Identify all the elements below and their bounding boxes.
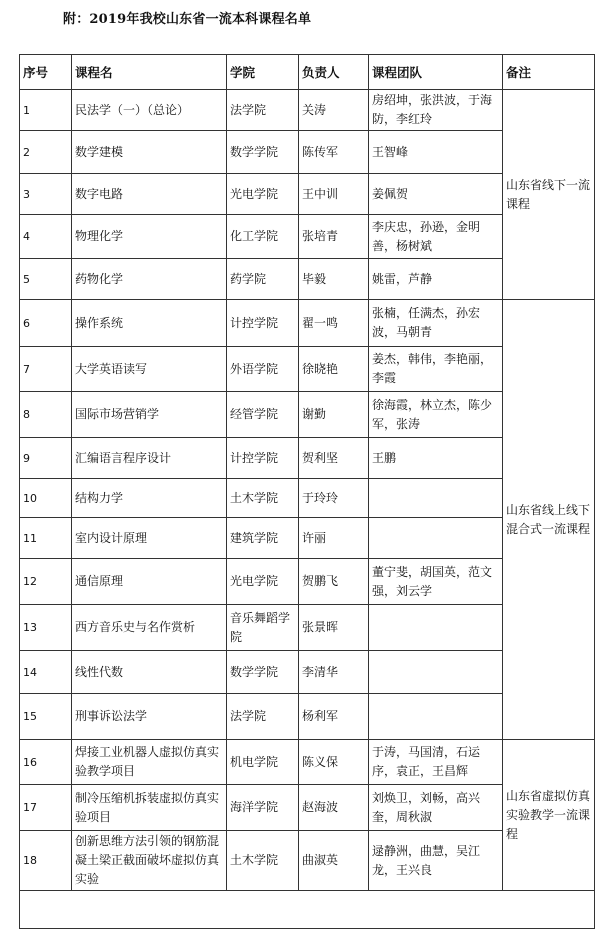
lead-name: 杨利军 [299, 694, 369, 740]
course-name: 结构力学 [72, 479, 227, 518]
course-name: 药物化学 [72, 259, 227, 300]
course-name: 数学建模 [72, 131, 227, 174]
table-header-row [20, 55, 595, 90]
team-members [369, 651, 503, 694]
team-members: 董宁斐，胡国英，范文强，刘云学 [369, 559, 503, 605]
lead-name: 翟一鸣 [299, 300, 369, 347]
row-number: 15 [20, 694, 72, 740]
team-members: 李庆忠，孙逊，金明善，杨树斌 [369, 215, 503, 259]
course-name: 刑事诉讼法学 [72, 694, 227, 740]
lead-name: 徐晓艳 [299, 347, 369, 392]
row-number: 13 [20, 605, 72, 651]
row-number: 8 [20, 392, 72, 438]
row-number: 7 [20, 347, 72, 392]
course-name: 通信原理 [72, 559, 227, 605]
note-cell: 山东省线下一流课程 [503, 90, 595, 300]
course-name: 民法学（一）（总论） [72, 90, 227, 131]
team-members: 姜杰，韩伟，李艳丽，李霞 [369, 347, 503, 392]
table-row-empty [20, 891, 595, 929]
note-cell: 山东省虚拟仿真实验教学一流课程 [503, 740, 595, 891]
row-number: 1 [20, 90, 72, 131]
college-name: 光电学院 [227, 174, 299, 215]
row-number: 9 [20, 438, 72, 479]
row-number: 3 [20, 174, 72, 215]
team-members: 于涛，马国清，石运序，袁正，王昌辉 [369, 740, 503, 785]
lead-name: 许丽 [299, 518, 369, 559]
course-name: 汇编语言程序设计 [72, 438, 227, 479]
course-name: 操作系统 [72, 300, 227, 347]
college-name: 机电学院 [227, 740, 299, 785]
college-name: 法学院 [227, 90, 299, 131]
note-cell: 山东省线上线下混合式一流课程 [503, 300, 595, 740]
header-number: 序号 [20, 55, 72, 90]
row-number: 10 [20, 479, 72, 518]
lead-name: 贺利坚 [299, 438, 369, 479]
course-name: 焊接工业机器人虚拟仿真实验教学项目 [72, 740, 227, 785]
lead-name: 赵海波 [299, 785, 369, 831]
empty-cell [20, 891, 595, 929]
lead-name: 陈传军 [299, 131, 369, 174]
team-members: 王鹏 [369, 438, 503, 479]
college-name: 计控学院 [227, 300, 299, 347]
team-members [369, 605, 503, 651]
course-name: 数字电路 [72, 174, 227, 215]
table-row [20, 90, 595, 131]
college-name: 化工学院 [227, 215, 299, 259]
row-number: 6 [20, 300, 72, 347]
team-members: 刘焕卫，刘畅，高兴奎，周秋淑 [369, 785, 503, 831]
college-name: 海洋学院 [227, 785, 299, 831]
team-members: 王智峰 [369, 131, 503, 174]
college-name: 音乐舞蹈学院 [227, 605, 299, 651]
row-number: 2 [20, 131, 72, 174]
team-members [369, 518, 503, 559]
row-number: 11 [20, 518, 72, 559]
row-number: 16 [20, 740, 72, 785]
lead-name: 谢勤 [299, 392, 369, 438]
course-name: 大学英语读写 [72, 347, 227, 392]
lead-name: 贺鹏飞 [299, 559, 369, 605]
team-members: 姚雷，芦静 [369, 259, 503, 300]
college-name: 法学院 [227, 694, 299, 740]
lead-name: 关涛 [299, 90, 369, 131]
header-course: 课程名 [72, 55, 227, 90]
course-name: 物理化学 [72, 215, 227, 259]
table-row [20, 740, 595, 785]
course-name: 国际市场营销学 [72, 392, 227, 438]
course-name: 室内设计原理 [72, 518, 227, 559]
college-name: 外语学院 [227, 347, 299, 392]
lead-name: 毕毅 [299, 259, 369, 300]
row-number: 4 [20, 215, 72, 259]
college-name: 光电学院 [227, 559, 299, 605]
college-name: 土木学院 [227, 479, 299, 518]
header-note: 备注 [503, 55, 595, 90]
page-title: 附：2019年我校山东省一流本科课程名单 [63, 12, 312, 27]
team-members [369, 694, 503, 740]
team-members: 徐海霞，林立杰，陈少军，张涛 [369, 392, 503, 438]
course-name: 线性代数 [72, 651, 227, 694]
header-lead: 负责人 [299, 55, 369, 90]
lead-name: 张景晖 [299, 605, 369, 651]
header-college: 学院 [227, 55, 299, 90]
college-name: 经管学院 [227, 392, 299, 438]
college-name: 土木学院 [227, 831, 299, 891]
row-number: 12 [20, 559, 72, 605]
team-members [369, 479, 503, 518]
team-members: 姜佩贺 [369, 174, 503, 215]
team-members: 房绍坤，张洪波，于海防，李红玲 [369, 90, 503, 131]
college-name: 药学院 [227, 259, 299, 300]
college-name: 建筑学院 [227, 518, 299, 559]
row-number: 14 [20, 651, 72, 694]
row-number: 17 [20, 785, 72, 831]
team-members: 逯静洲，曲慧，吴江龙，王兴良 [369, 831, 503, 891]
lead-name: 张培青 [299, 215, 369, 259]
lead-name: 李清华 [299, 651, 369, 694]
course-name: 制冷压缩机拆装虚拟仿真实验项目 [72, 785, 227, 831]
header-team: 课程团队 [369, 55, 503, 90]
lead-name: 曲淑英 [299, 831, 369, 891]
table-row [20, 300, 595, 347]
team-members: 张楠，任满杰，孙宏波，马朝青 [369, 300, 503, 347]
course-name: 西方音乐史与名作赏析 [72, 605, 227, 651]
lead-name: 王中训 [299, 174, 369, 215]
lead-name: 于玲玲 [299, 479, 369, 518]
row-number: 18 [20, 831, 72, 891]
college-name: 计控学院 [227, 438, 299, 479]
college-name: 数学学院 [227, 131, 299, 174]
lead-name: 陈义保 [299, 740, 369, 785]
college-name: 数学学院 [227, 651, 299, 694]
row-number: 5 [20, 259, 72, 300]
course-table [19, 54, 595, 929]
course-name: 创新思维方法引领的钢筋混凝土梁正截面破坏虚拟仿真实验 [72, 831, 227, 891]
